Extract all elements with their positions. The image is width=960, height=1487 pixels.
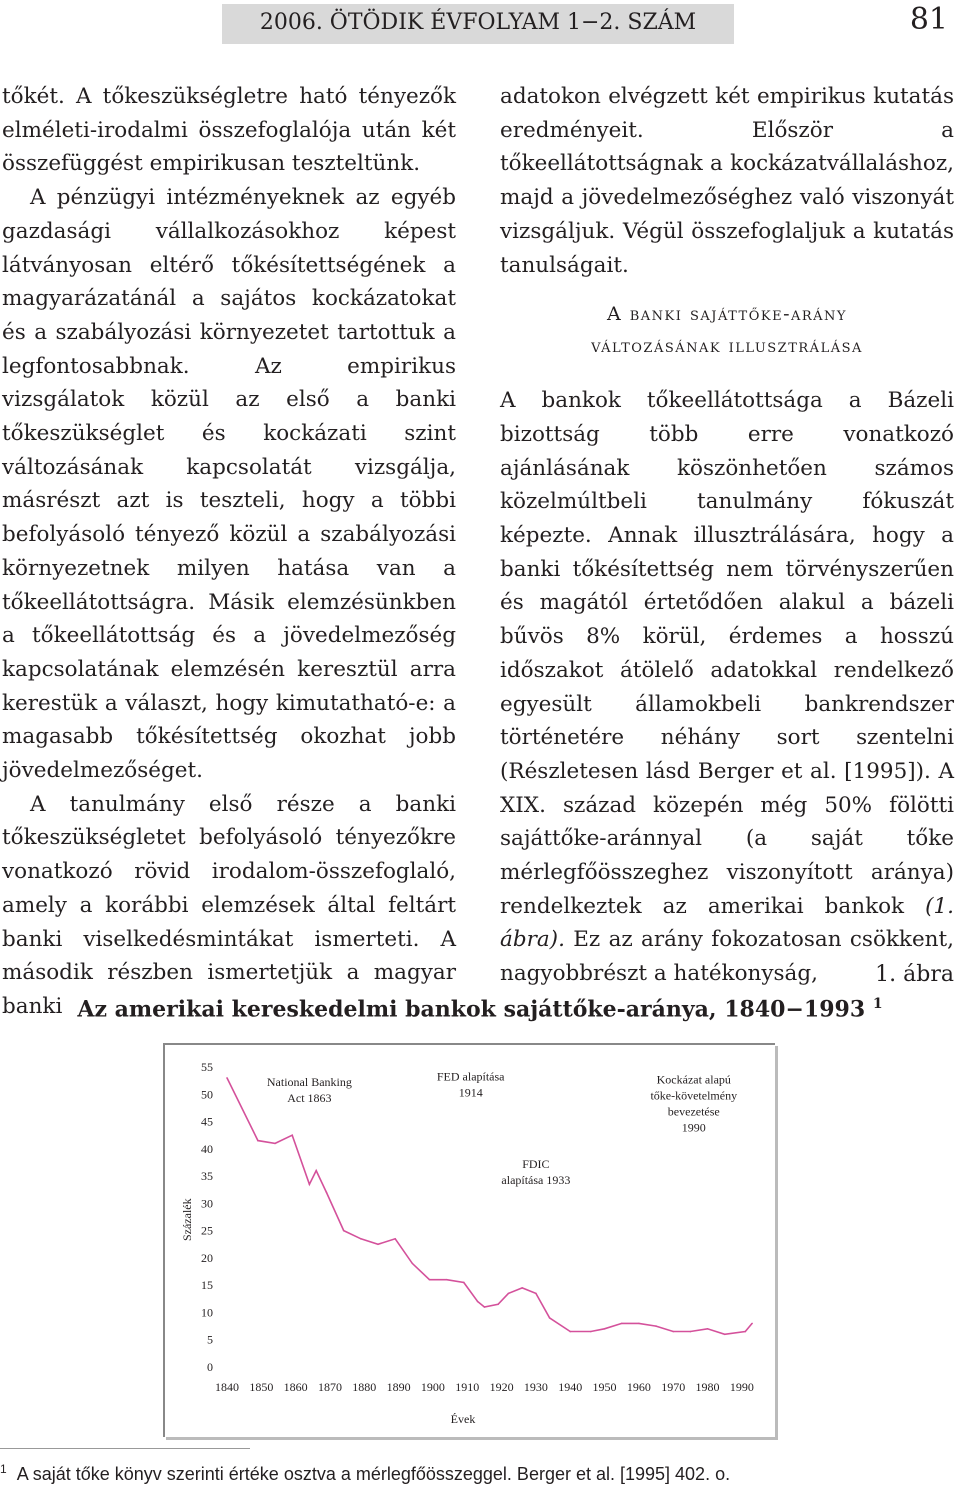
data-point [446, 1279, 448, 1281]
data-point [604, 1328, 606, 1330]
data-point [707, 1328, 709, 1330]
data-point [343, 1230, 345, 1232]
data-point [549, 1317, 551, 1319]
data-point [744, 1331, 746, 1333]
y-tick-label: 0 [207, 1360, 213, 1374]
equity-ratio-chart [163, 1043, 773, 1435]
chart-annotation: FDIC [522, 1156, 550, 1171]
x-tick-label: 1870 [317, 1380, 342, 1394]
figure-reference: (1. ábra). [500, 893, 954, 953]
data-point [724, 1333, 726, 1335]
x-axis-title: Évek [450, 1412, 476, 1426]
data-point [655, 1325, 657, 1327]
data-point [326, 1192, 328, 1194]
chart-annotation: 1914 [458, 1085, 483, 1100]
right-paragraph-2 [500, 384, 954, 991]
chart-annotation: Act 1863 [287, 1091, 332, 1106]
page-number: 81 [909, 2, 948, 37]
footnote-text: A saját tőke könyv szerinti értéke osztva a mérlegfőösszeggel. Berger et al. [1995] 402. o. [16, 1464, 731, 1484]
x-tick-label: 1890 [386, 1380, 411, 1394]
x-tick-label: 1950 [592, 1380, 617, 1394]
data-point [497, 1303, 499, 1305]
data-point [477, 1301, 479, 1303]
journal-header: 2006. ÖTÖDIK ÉVFOLYAM 1−2. SZÁM [259, 10, 697, 35]
x-tick-label: 1840 [215, 1380, 239, 1394]
x-tick-label: 1880 [352, 1380, 377, 1394]
chart-annotation: tőke-követelmény [650, 1088, 738, 1103]
x-tick-label: 1960 [626, 1380, 651, 1394]
data-point [508, 1293, 510, 1295]
data-point [257, 1140, 259, 1142]
right-paragraph-1: adatokon elvégzett két empirikus kutatás eredményeit. Először a tőkeellátottságnak a kockázatvállaláshoz, majd a jövedelmezőséghez való viszonyát vizsgáljuk. Végül összefoglaljuk a kutatás tanulságait. [500, 84, 954, 278]
data-point [226, 1077, 228, 1079]
chart-annotation: National Banking [266, 1075, 352, 1090]
y-tick-label: 55 [201, 1060, 213, 1074]
figure-title [0, 996, 960, 1022]
section-title [500, 298, 954, 362]
data-point [638, 1323, 640, 1325]
data-point [569, 1331, 571, 1333]
section-title-line-2: változásának illusztrálása [591, 335, 863, 358]
section-title-line-1: A banki sajáttőke-arány [606, 303, 848, 326]
chart-annotation: 1990 [681, 1120, 706, 1135]
x-tick-label: 1930 [523, 1380, 548, 1394]
data-point [412, 1263, 414, 1265]
y-tick-label: 5 [207, 1332, 213, 1347]
y-tick-label: 45 [201, 1114, 213, 1129]
figure-title-text: Az amerikai kereskedelmi bankok sajáttőke-aránya, 1840−1993 [77, 996, 866, 1023]
chart-annotation: bevezetése [667, 1104, 720, 1119]
data-point [291, 1134, 293, 1136]
data-point [463, 1282, 465, 1284]
right-paragraph-2-part-1: A bankok tőkeellátottsága a Bázeli bizottság több erre vonatkozó ajánlásának köszönhetően számos közelmúltbeli tanulmány fókuszát képezte. Annak illusztrálására, hogy a banki tőkésítettség nem törvényszerűen és magától értetődően alakul a bázeli bűvös 8% körül, érdemes a hosszú időszakot átölelő adatokkal rendelkező egyesült államokbeli bankrendszer történetére néhány sort szentelni (Részletesen lásd Berger et al. [1995]). A XIX. század közepén még 50% fölötti sajáttőke-aránnyal (a saját tőke mérlegfőösszeghez viszonyított aránya) rendelkeztek az amerikai bankok [500, 388, 954, 919]
data-point [751, 1323, 753, 1325]
data-point [429, 1279, 431, 1281]
right-paragraph-2-part-2: Ez az arány fokozatosan csökkent, nagyobbrészt a hatékonyság, [500, 927, 954, 987]
left-column [2, 80, 456, 1024]
data-point [672, 1331, 674, 1333]
x-tick-label: 1980 [695, 1380, 720, 1394]
figure-title-footnote-mark: 1 [872, 996, 883, 1012]
data-point [315, 1170, 317, 1172]
x-tick-label: 1910 [455, 1380, 480, 1394]
x-tick-label: 1850 [249, 1380, 274, 1394]
y-axis-title: Százalék [180, 1198, 194, 1242]
data-point [377, 1243, 379, 1245]
chart-annotation: FED alapítása [436, 1069, 505, 1084]
y-tick-label: 15 [201, 1278, 213, 1293]
data-point [360, 1238, 362, 1240]
x-tick-label: 1900 [420, 1380, 445, 1394]
data-point [309, 1183, 311, 1185]
x-tick-label: 1920 [489, 1380, 514, 1394]
right-column [500, 80, 954, 991]
y-tick-label: 35 [201, 1169, 213, 1184]
y-tick-label: 30 [201, 1196, 213, 1211]
data-point [690, 1331, 692, 1333]
y-tick-label: 25 [201, 1223, 213, 1238]
figure-label: 1. ábra [875, 962, 954, 987]
footnote-rule [0, 1448, 250, 1449]
y-tick-label: 20 [201, 1250, 213, 1265]
left-paragraph-1: tőkét. A tőkeszükségletre ható tényezők elméleti-irodalmi összefoglalója után két összefüggést empirikusan teszteltünk. [2, 84, 456, 177]
footnote [0, 1462, 730, 1485]
data-point [484, 1306, 486, 1308]
y-tick-label: 40 [201, 1141, 213, 1156]
x-tick-label: 1970 [661, 1380, 686, 1394]
data-point [274, 1143, 276, 1145]
left-paragraph-3: A tanulmány első része a banki tőkeszükségletet befolyásoló tényezőkre vonatkozó rövid irodalom-összefoglaló, amely a korábbi elemzések által feltárt banki viselkedésmintákat ismerteti. A második részben ismertetjük a magyar banki [2, 791, 456, 1019]
x-tick-label: 1860 [283, 1380, 308, 1394]
data-point [535, 1293, 537, 1295]
chart-annotation: alapítása 1933 [501, 1172, 571, 1187]
data-point [590, 1331, 592, 1333]
y-tick-label: 50 [201, 1087, 213, 1102]
footnote-mark: 1 [0, 1462, 7, 1476]
chart-annotation: Kockázat alapú [656, 1072, 731, 1087]
x-tick-label: 1990 [729, 1380, 754, 1394]
left-paragraph-2: A pénzügyi intézményeknek az egyéb gazdasági vállalkozásokhoz képest látványosan eltérő tőkésítettségének a magyarázatánál a sajátos kockázatokat és a szabályozási környezetet tartottuk a legfontosabbnak. Az empirikus vizsgálatok közül az első a banki tőkeszükséglet és kockázati szint változásának kapcsolatát vizsgálja, másrészt azt is teszteli, hogy a többi befolyásoló tényező közül a szabályozási környezetnek milyen hatása van a tőkeellátottságra. Másik elemzésünkben a tőkeellátottság és a jövedelmezőség kapcsolatának elemzésén keresztül arra kerestük a választ, hogy kimutatható-e: a magasabb tőkésítettség okozhat jobb jövedelmezőséget. [2, 185, 456, 784]
data-point [394, 1238, 396, 1240]
y-tick-label: 10 [201, 1305, 213, 1320]
data-point [621, 1323, 623, 1325]
x-tick-label: 1940 [558, 1380, 583, 1394]
data-point [521, 1287, 523, 1289]
